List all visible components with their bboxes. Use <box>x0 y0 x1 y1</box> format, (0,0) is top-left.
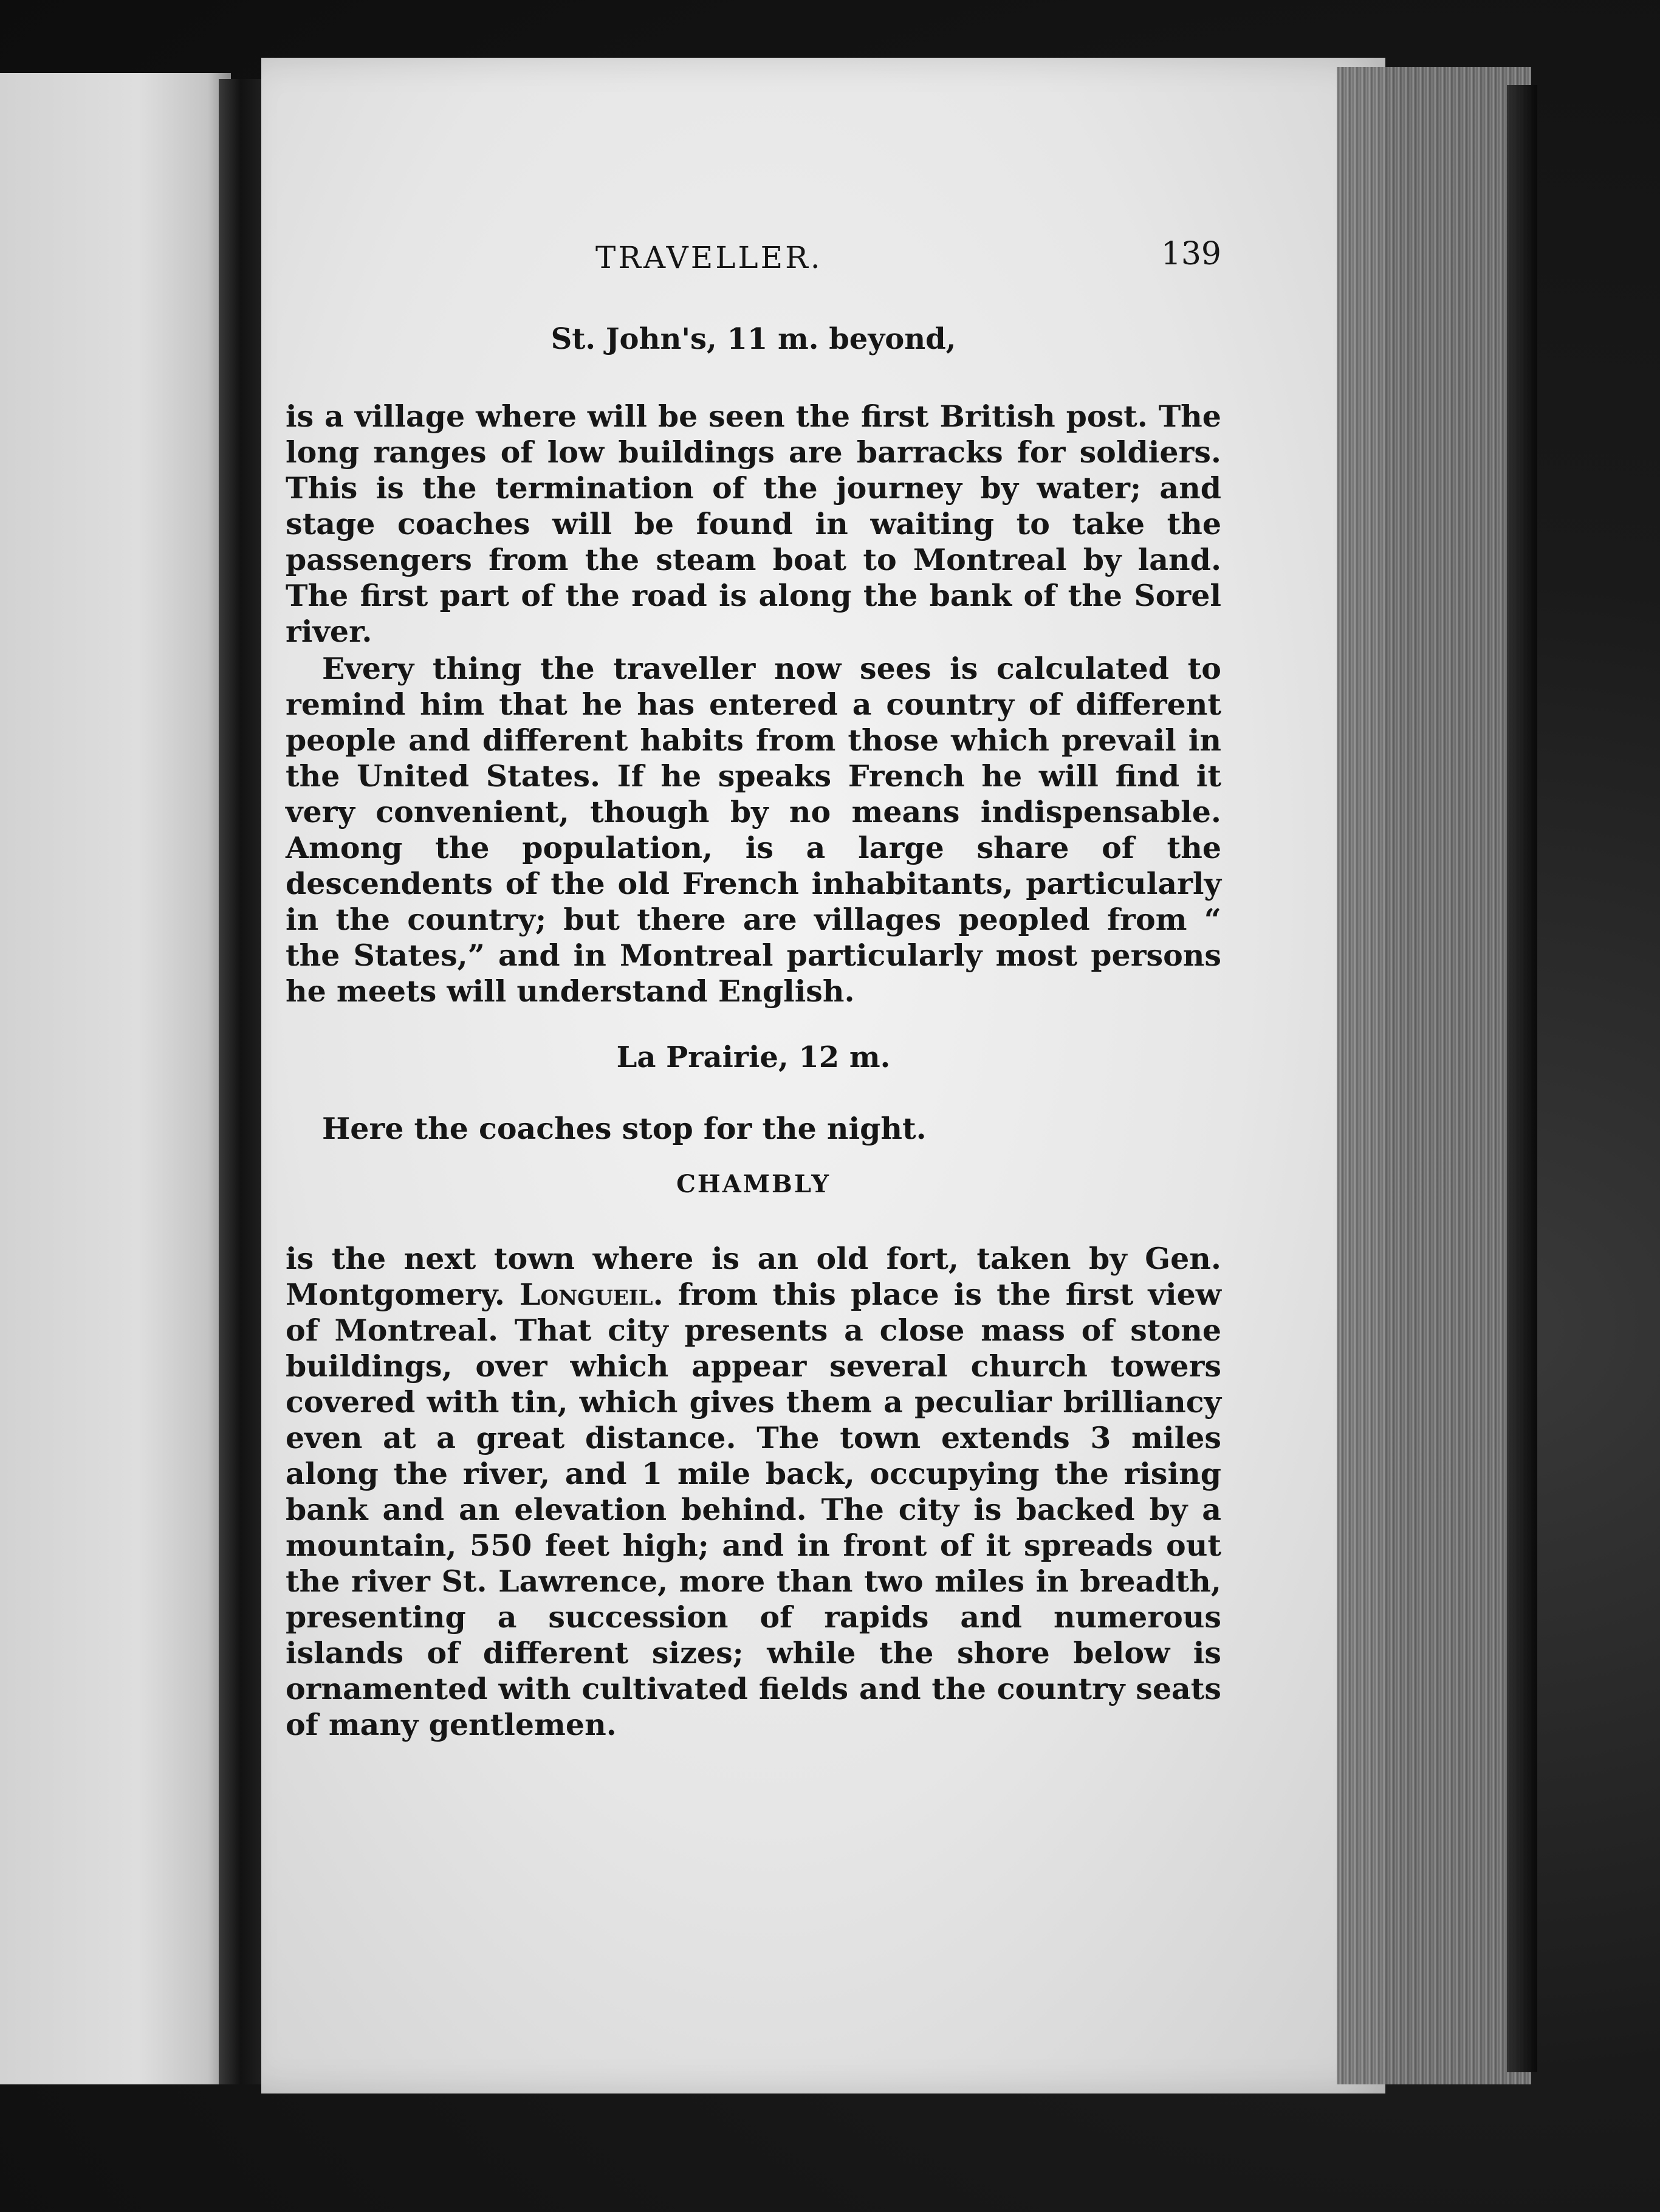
running-title: TRAVELLER. <box>595 240 823 275</box>
paragraph-la-prairie: Here the coaches stop for the night. <box>322 1111 927 1146</box>
page-text <box>286 236 1221 1743</box>
section-heading-chambly: CHAMBLY <box>676 1170 831 1198</box>
running-head <box>286 236 1221 289</box>
section-heading-st-johns: St. John's, 11 m. beyond, <box>550 322 956 356</box>
page-edges-shadow <box>1507 85 1537 2072</box>
page-number: 139 <box>1161 236 1221 272</box>
paragraph-st-johns: is a village where will be seen the first British post. The long ranges of low buildings are barracks for soldiers. This is the termination of the journey by water; and stage coaches will be found in waiting to take the passengers from the steam boat to Montreal by land. The first part of the road is along the bank of the Sorel river. <box>286 399 1221 649</box>
chambly-text: is the next town where is an old fort, taken by Gen. Montgomery. <box>286 1241 1221 1312</box>
montreal-text: from this place is the first view of Montreal. That city presents a close mass of stone buildings, over which appear several church towers covered with tin, which gives them a peculiar brilliancy even at a great distance. The town extends 3 miles along the river, and 1 mile back, occupying the rising bank and an elevation behind. The city is backed by a mountain, 550 feet high; and in front of it spreads out the river St. Lawrence, more than two miles in breadth, presenting a succession of rapids and numerous islands of different sizes; while the shore below is ornamented with cultivated fields and the country seats of many gentlemen. <box>286 1277 1221 1742</box>
longueil-name: Longueil. <box>520 1277 664 1312</box>
section-heading-la-prairie: La Prairie, 12 m. <box>616 1040 891 1074</box>
page-edges <box>1337 67 1531 2084</box>
paragraph-every-thing: Every thing the traveller now sees is calculated to remind him that he has entered a country of different people and different habits from those which prevail in the United States. If he speaks French he will find it very convenient, though by no means indispensable. Among the population, is a large share of the descendents of the old French inhabitants, particularly in the country; but there are villages peopled from “ the States,” and in Montreal particularly most persons he meets will understand English. <box>286 651 1221 1009</box>
facing-page <box>0 73 231 2084</box>
book-gutter <box>219 79 267 2084</box>
paragraph-chambly <box>286 1241 1221 1743</box>
